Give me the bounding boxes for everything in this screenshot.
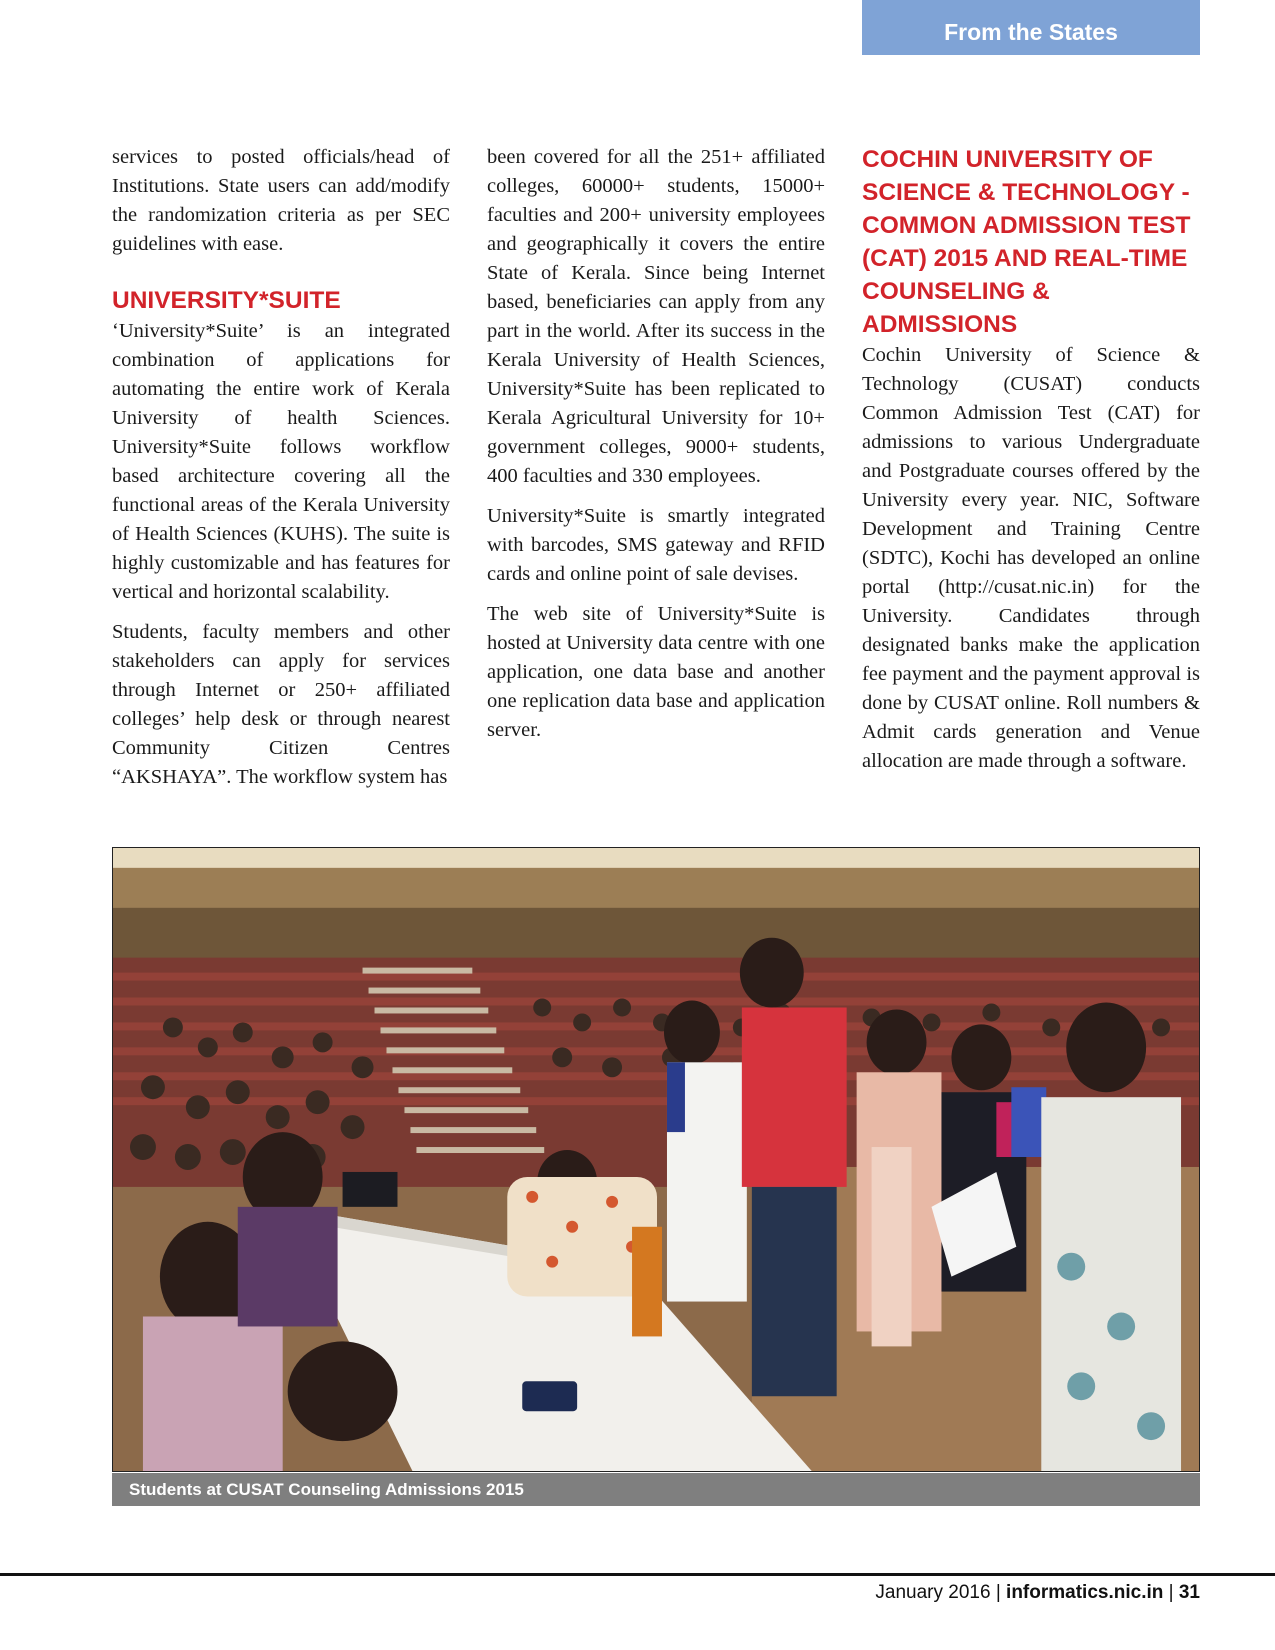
paragraph: been covered for all the 251+ affiliated colleges, 60000+ students, 15000+ faculties and 200+ university employees and geographically it covers the entire State of Kerala. Since being Internet based, beneficiaries can apply from any part in the world. After its success in the Kerala University of Health Sciences, University*Suite has been replicated to Kerala Agricultural University for 10+ government colleges, 9000+ students, 400 faculties and 330 employees.: [487, 146, 825, 487]
footer-separator: |: [995, 1582, 1001, 1603]
photo-caption: Students at CUSAT Counseling Admissions 2015: [112, 1473, 1200, 1506]
page-number: 31: [1178, 1582, 1200, 1603]
issue-date: January 2016: [875, 1582, 991, 1603]
footer-separator: |: [1168, 1582, 1174, 1603]
page-footer: [875, 1582, 1200, 1604]
article-column-2: [487, 143, 825, 745]
paragraph: ‘University*Suite’ is an integrated combination of applications for automating the entire work of Kerala University of health Sciences. University*Suite follows workflow based architecture covering all the functional areas of the Kerala University of Health Sciences (KUHS). The suite is highly customizable and has features for vertical and horizontal scalability.: [112, 320, 450, 603]
photo-illustration: [113, 848, 1199, 1471]
section-heading-university-suite: UNIVERSITY*SUITE: [112, 287, 341, 314]
article-column-3: [862, 143, 1200, 776]
website[interactable]: informatics.nic.in: [1006, 1582, 1164, 1603]
paragraph: Cochin University of Science & Technology (CUSAT) conducts Common Admission Test (CAT) for admissions to various Undergraduate and Postgraduate courses offered by the University every year. NIC, Software Development and Training Centre (SDTC), Kochi has developed an online portal (http://cusat.nic.in) for the University. Candidates through designated banks make the application fee payment and the payment approval is done by CUSAT online. Roll numbers & Admit cards generation and Venue allocation are made through a software.: [862, 344, 1200, 772]
counseling-photo: [112, 847, 1200, 1472]
article-column-1: [112, 143, 450, 792]
paragraph: University*Suite is smartly integrated with barcodes, SMS gateway and RFID cards and online point of sale devises.: [487, 505, 825, 585]
section-label: From the States: [862, 0, 1200, 55]
footer-rule: [0, 1573, 1275, 1576]
section-heading-cusat: COCHIN UNIVERSITY OF SCIENCE & TECHNOLOGY - COMMON ADMISSION TEST (CAT) 2015 AND REAL-TIME COUNSELING & ADMISSIONS: [862, 146, 1191, 338]
paragraph: services to posted officials/head of Institutions. State users can add/modify the randomization criteria as per SEC guidelines with ease.: [112, 146, 450, 255]
paragraph: Students, faculty members and other stakeholders can apply for services through Internet or 250+ affiliated colleges’ help desk or through nearest Community Citizen Centres “AKSHAYA”. The workflow system has: [112, 621, 450, 788]
paragraph: The web site of University*Suite is hosted at University data centre with one application, one data base and another one replication data base and application server.: [487, 603, 825, 741]
